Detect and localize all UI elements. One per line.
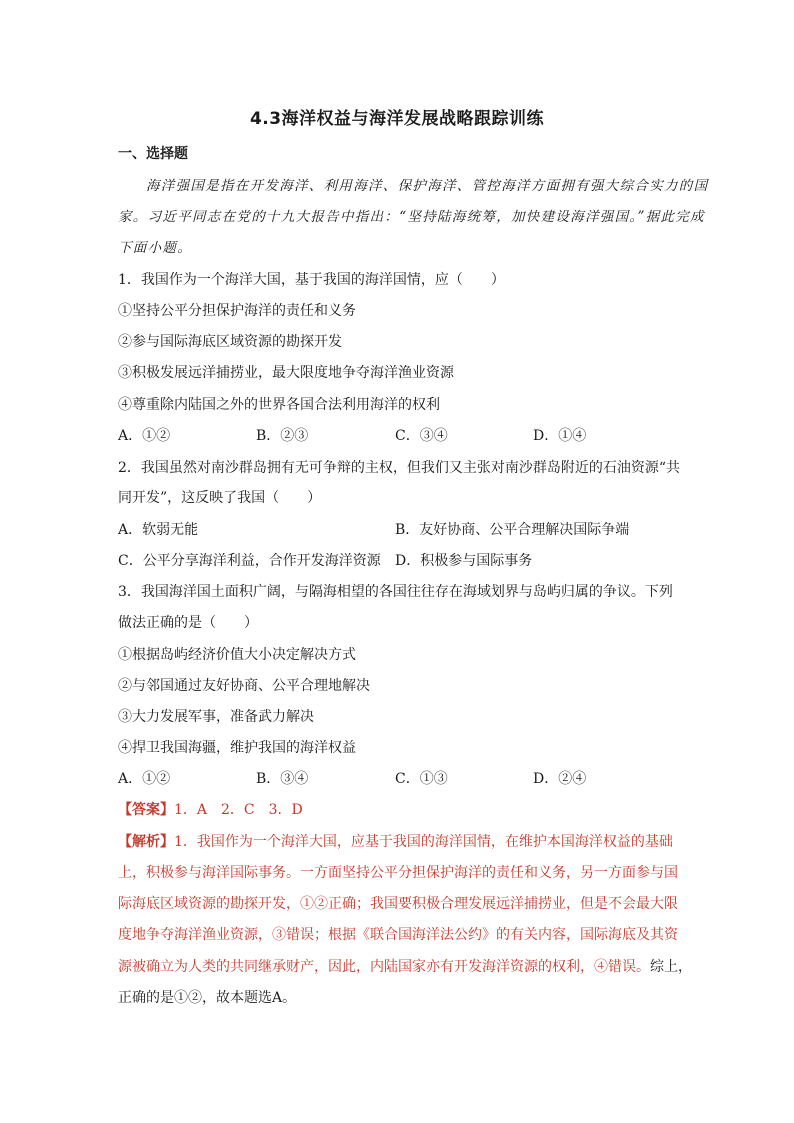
q2-stem-line-1: 2．我国虽然对南沙群岛拥有无可争辩的主权，但我们又主张对南沙群岛附近的石油资源“共 [118,460,681,476]
analysis-line-4: 度地争夺海洋渔业资源，③错误；根据《联合国海洋法公约》的有关内容，国际海底及其资 [118,927,678,943]
q1-item-3: ③积极发展远洋捕捞业，最大限度地争夺海洋渔业资源 [118,365,454,381]
q3-stem-line-2: 做法正确的是（ ） [118,615,258,631]
q1-item-2: ②参与国际海底区域资源的勘探开发 [118,334,342,350]
analysis-text-5: 源被确立为人类的共同继承财产，因此，内陆国家亦有开发海洋资源的权利， [118,959,594,975]
q1-option-c: C．③④ [395,428,448,444]
q2-option-a: A．软弱无能 [118,522,199,538]
q1-item-1: ①坚持公平分担保护海洋的责任和义务 [118,303,356,319]
q1-option-b: B．②③ [256,428,309,444]
answer-row [118,800,303,820]
q3-option-a: A．①② [118,771,171,787]
answer-text: 1．A 2．C 3．D [174,802,303,818]
analysis-line-5 [118,957,692,977]
intro-line-3: 下面小题。 [118,240,192,256]
q1-option-a: A．①② [118,428,171,444]
q2-stem-line-2: 同开发”，这反映了我国（ ） [118,490,322,506]
q3-stem-line-1: 3．我国海洋国土面积广阔，与隔海相望的各国往往存在海域划界与岛屿归属的争议。下列 [118,584,673,600]
q3-item-1: ①根据岛屿经济价值大小决定解决方式 [118,647,356,663]
q1-item-4: ④尊重除内陆国之外的世界各国合法利用海洋的权利 [118,397,440,413]
q3-item-2: ②与邻国通过友好协商、公平合理地解决 [118,678,370,694]
q3-option-b: B．③④ [256,771,309,787]
analysis-tag: 【解析】 [118,834,174,850]
q2-option-c: C．公平分享海洋利益，合作开发海洋资源 [118,553,381,569]
analysis-text-5c: 综上， [650,959,692,975]
intro-line-1: 海洋强国是指在开发海洋、利用海洋、保护海洋、管控海洋方面拥有强大综合实力的国 [146,178,709,194]
q3-option-c: C．①③ [395,771,448,787]
analysis-line-3: 际海底区域资源的勘探开发，①②正确；我国要积极合理发展远洋捕捞业，但是不会最大限 [118,896,678,912]
q3-item-3: ③大力发展军事，准备武力解决 [118,709,314,725]
section-heading: 一、选择题 [118,146,188,162]
analysis-line-2: 上，积极参与海洋国际事务。一方面坚持公平分担保护海洋的责任和义务，另一方面参与国 [118,865,678,881]
answer-tag: 【答案】 [118,802,174,818]
analysis-line-6: 正确的是①②，故本题选A。 [118,990,297,1006]
q1-stem: 1．我国作为一个海洋大国，基于我国的海洋国情，应（ ） [118,272,505,288]
q3-option-d: D．②④ [533,771,587,787]
analysis-line-1 [118,832,673,852]
page-title: 4.3海洋权益与海洋发展战略跟踪训练 [249,109,545,129]
analysis-text-1: 1．我国作为一个海洋大国，应基于我国的海洋国情，在维护本国海洋权益的基础 [174,834,673,850]
q2-option-d: D．积极参与国际事务 [395,553,533,569]
analysis-text-5b: ④错误。 [594,959,650,975]
intro-line-2: 家。习近平同志在党的十九大报告中指出：“坚持陆海统筹，加快建设海洋强国。”据此完成 [118,209,705,225]
q2-option-b: B．友好协商、公平合理解决国际争端 [395,522,630,538]
q3-item-4: ④捍卫我国海疆，维护我国的海洋权益 [118,740,356,756]
q1-option-d: D．①④ [533,428,587,444]
